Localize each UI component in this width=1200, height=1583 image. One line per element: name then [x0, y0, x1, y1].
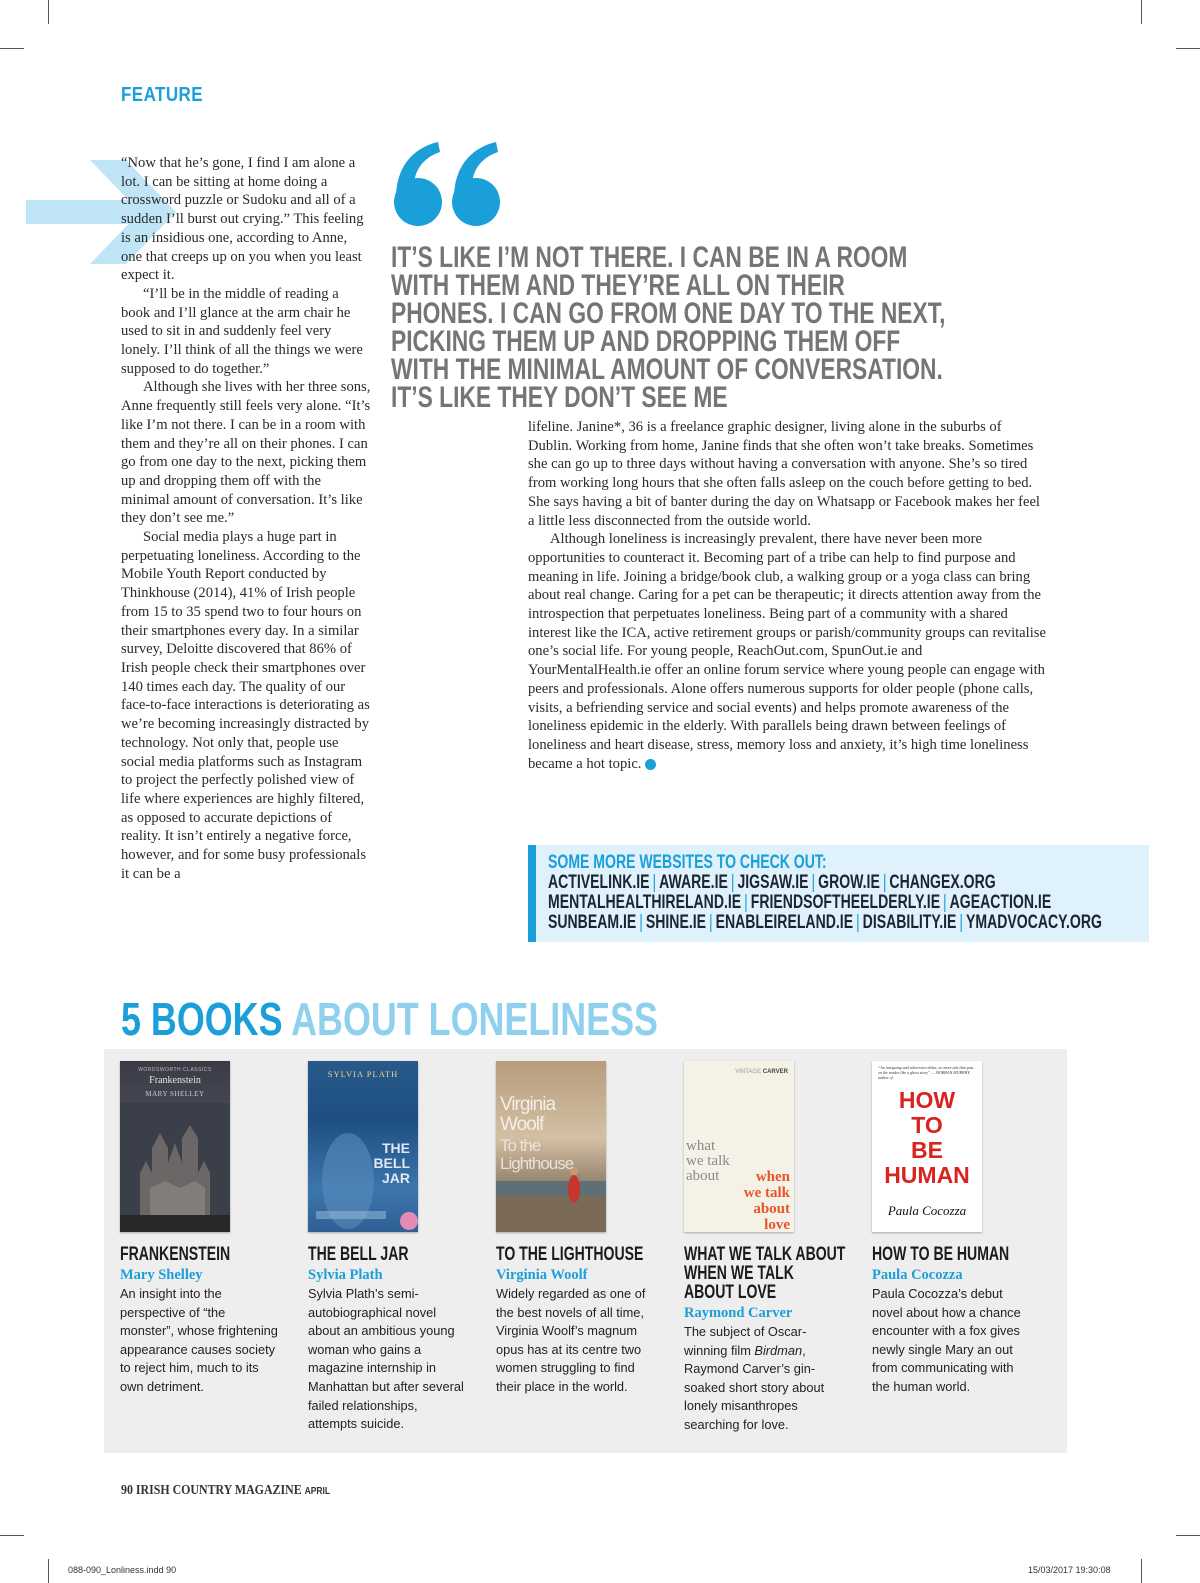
- website-link[interactable]: ACTIVELINK.IE: [548, 872, 650, 893]
- issue-month: APRIL: [304, 1486, 331, 1497]
- separator: |: [856, 912, 860, 933]
- book-title: HOW TO BE HUMAN: [872, 1244, 1010, 1265]
- cover-title-line: BELL: [373, 1155, 410, 1171]
- separator: |: [811, 872, 816, 893]
- paragraph: [528, 530, 1048, 773]
- website-link[interactable]: FRIENDSOFTHEELDERLY.IE: [750, 892, 941, 913]
- crop-mark: [48, 0, 49, 24]
- cover-blurb: “An intriguing and subversive debut, no more tale that puts on the reader like a ghost story” — SIOBHAN MURPHY, author of: [878, 1065, 974, 1080]
- cover-signature: Paula Cocozza: [887, 1203, 967, 1218]
- cover-title-line: JAR: [381, 1170, 410, 1186]
- end-mark-icon: ✪: [645, 759, 656, 770]
- separator: |: [639, 912, 643, 933]
- website-link[interactable]: SUNBEAM.IE: [548, 912, 637, 933]
- castle-illustration: [120, 1103, 230, 1232]
- crop-mark: [0, 1535, 24, 1536]
- book-title: THE BELL JAR: [308, 1244, 409, 1265]
- cover-title-line: THE: [382, 1140, 410, 1156]
- magazine-name: IRISH COUNTRY MAGAZINE: [135, 1483, 302, 1498]
- slug-file: 088-090_Lonliness.indd 90: [68, 1565, 177, 1575]
- desc-text: , Raymond Carver’s gin-soaked short story about lonely misanthropes searching for love.: [684, 1342, 825, 1432]
- cover-word-inner: TO: [911, 1112, 943, 1138]
- book-description: An insight into the perspective of “the monster”, whose frightening appearance causes society to reject him, much to its own detriment.: [120, 1286, 278, 1394]
- cover-author: CARVER: [762, 1069, 788, 1075]
- crop-mark: [1141, 1559, 1142, 1583]
- book-title: TO THE LIGHTHOUSE: [496, 1244, 644, 1265]
- website-link[interactable]: GROW.IE: [818, 872, 880, 893]
- cover-brand: [735, 1069, 788, 1075]
- books-heading-number: 5 BOOKS: [121, 993, 283, 1045]
- body-column-right: [528, 418, 1048, 773]
- separator: |: [652, 872, 657, 893]
- separator: |: [959, 912, 964, 933]
- website-link[interactable]: JIGSAW.IE: [737, 872, 809, 893]
- cover-word: [872, 1114, 982, 1137]
- crop-mark: [48, 1559, 49, 1583]
- websites-title: SOME MORE WEBSITES TO CHECK OUT:: [548, 852, 827, 873]
- book-card: [872, 1061, 1034, 1397]
- websites-line: [548, 873, 1066, 893]
- paragraph: Although she lives with her three sons, Anne frequently still feels very alone. “It’s like I’m not there. I can be in a room with them and they’re all on their phones. I can go from one day to the next, picking them up and dropping them off with the minimal amount of conversation. It’s like they don’t see me.”: [121, 379, 371, 527]
- book-author: Virginia Woolf: [496, 1267, 588, 1283]
- page-footer: [121, 1483, 330, 1499]
- paragraph: “I’ll be in the middle of reading a book and I’ll glance at the arm chair he used to sit in and suddenly feel very lonely. I’ll think of all the things we were supposed to do together.”: [121, 285, 363, 377]
- websites-box: [528, 845, 1149, 942]
- website-link[interactable]: AGEACTION.IE: [949, 892, 1052, 913]
- cover-text-grey: we talk: [686, 1153, 730, 1169]
- websites-line: [548, 912, 1102, 933]
- cover-publisher: VINTAGE: [735, 1069, 762, 1075]
- cover-text-orange: love: [764, 1217, 790, 1232]
- book-author: Raymond Carver: [684, 1305, 793, 1321]
- cover-word: HOW: [898, 1087, 956, 1113]
- separator: |: [708, 912, 713, 933]
- websites-line: [548, 893, 1066, 913]
- website-link[interactable]: ENABLEIRELAND.IE: [715, 912, 854, 933]
- website-link[interactable]: YMADVOCACY.ORG: [965, 912, 1102, 933]
- paragraph: “Now that he’s gone, I find I am alone a lot. I can be sitting at home doing a crossword puzzle or Sudoku and all of a sudden I’ll burst out crying.” This feeling is an insidious one, according to Anne, one that creeps up on you when you least expect it.: [121, 155, 364, 284]
- website-link[interactable]: DISABILITY.IE: [862, 912, 957, 933]
- separator: |: [882, 872, 887, 893]
- websites-content: [548, 852, 1102, 933]
- cover-text-orange: we talk: [743, 1185, 790, 1201]
- cover-text-grey: about: [686, 1168, 720, 1184]
- book-cover: [308, 1061, 418, 1232]
- cover-word: BE: [911, 1137, 943, 1163]
- cover-author-line: Woolf: [500, 1114, 544, 1135]
- book-author: Sylvia Plath: [308, 1267, 383, 1283]
- cover-author: SYLVIA PLATH: [327, 1069, 399, 1079]
- book-cover: [120, 1061, 230, 1232]
- cover-word: HUMAN: [884, 1162, 970, 1188]
- book-description: Sylvia Plath’s semi-autobiographical novel about an ambitious young woman who gains a magazine internship in Manhattan but after several failed relationships, attempts suicide.: [308, 1286, 464, 1432]
- crop-mark: [1141, 0, 1142, 24]
- desc-text: The subject of Oscar-winning film: [684, 1324, 807, 1358]
- books-panel: [104, 1049, 1067, 1453]
- book-description: [684, 1323, 846, 1435]
- website-link[interactable]: SHINE.IE: [645, 912, 707, 933]
- page-number: 90: [121, 1483, 133, 1498]
- website-link[interactable]: CHANGEX.ORG: [889, 872, 996, 893]
- separator: |: [730, 872, 735, 893]
- cover-series: WORDSWORTH CLASSICS: [138, 1067, 212, 1073]
- separator: |: [943, 892, 947, 913]
- quote-mark-icon: [392, 140, 504, 230]
- body-column-left: [121, 154, 371, 883]
- pull-quote-text: IT’S LIKE I’M NOT THERE. I CAN BE IN A ROOM WITH THEM AND THEY’RE ALL ON THEIR PHONES. I CAN GO FROM ONE DAY TO THE NEXT, PICKING THEM UP AND DROPPING THEM OFF WITH THE MINIMAL AMOUNT OF CONVERSATION. IT’S LIKE THEY DON’T SEE ME: [391, 241, 946, 414]
- book-card: [308, 1061, 470, 1434]
- cover-text-orange: about: [753, 1201, 790, 1217]
- book-cover: [684, 1061, 794, 1232]
- paragraph: Social media plays a huge part in perpetuating loneliness. According to the Mobile Youth Report conducted by Thinkhouse (2014), 41% of Irish people from 15 to 35 spend two to four hours on their smartphones every day. In a similar survey, Deloitte discovered that 86% of Irish people check their smartphones over 140 times each day. The quality of our face-to-face interactions is deteriorating as we’re becoming increasingly distracted by technology. Not only that, people use social media platforms such as Instagram to project the perfectly polished view of life where experiences are highly filtered, as opposed to accurate depictions of reality. It isn’t entirely a negative force, however, and for some busy professionals it can be a: [121, 529, 370, 882]
- book-cover: [872, 1061, 982, 1232]
- cover-title-line: Lighthouse: [500, 1154, 574, 1173]
- books-heading-rest: ABOUT LONELINESS: [291, 993, 658, 1045]
- book-card: [120, 1061, 282, 1397]
- books-heading: [121, 993, 658, 1045]
- cover-text-grey: what: [686, 1138, 716, 1154]
- book-author: Paula Cocozza: [872, 1267, 963, 1283]
- book-card: [684, 1061, 846, 1435]
- slug-date: 15/03/2017 19:30:08: [1028, 1565, 1111, 1575]
- section-label: FEATURE: [121, 84, 203, 106]
- book-title: FRANKENSTEIN: [120, 1244, 231, 1265]
- separator: |: [744, 892, 748, 913]
- book-description: Widely regarded as one of the best novels of all time, Virginia Woolf’s magnum opus has at its centre two women struggling to find their place in the world.: [496, 1286, 646, 1394]
- book-description: Paula Cocozza’s debut novel about how a chance encounter with a fox gives newly single Mary an out from communicating with the human world.: [872, 1286, 1021, 1394]
- cover-text-orange: when: [755, 1169, 790, 1185]
- book-card: [496, 1061, 658, 1397]
- cover-author: MARY SHELLEY: [145, 1090, 205, 1098]
- crop-mark: [0, 48, 24, 49]
- paragraph-text: Although loneliness is increasingly prevalent, there have never been more opportunities to counteract it. Becoming part of a tribe can help to find purpose and meaning in life. Joining a bridge/book club, a walking group or a yoga class can bring about real change. Caring for a pet can be therapeutic; it directs attention away from the introspection that perpetuates loneliness. Being part of a community with a shared interest like the ICA, active retirement groups or parish/community groups can revitalise one’s social life. For young people, ReachOut.com, SpunOut.ie and YourMentalHealth.ie offer an online forum service where young people can engage with peers and professionals. Alone offers numerous supports for older people (phone calls, visits, a befriending service and social events) and helps promote awareness of the loneliness epidemic in the elderly. With parallels being drawn between feelings of loneliness and heart disease, stress, memory loss and anxiety, it’s high time loneliness became a hot topic.: [528, 531, 1046, 772]
- book-author: Mary Shelley: [120, 1267, 203, 1283]
- cover-author-line: Virginia: [500, 1094, 556, 1115]
- crop-mark: [1176, 48, 1200, 49]
- paragraph: lifeline. Janine*, 36 is a freelance graphic designer, living alone in the suburbs of Dublin. Working from home, Janine finds that she often won’t take breaks. Sometimes she can go up to three days without having a conversation with anyone. She’s so tired from working long hours that she often falls asleep on the couch before getting to bed. She says having a bit of banter during the day on Whatsapp or Facebook makes her feel a little less disconnected from the outside world.: [528, 419, 1040, 529]
- book-cover: [496, 1061, 606, 1232]
- book-title: WHAT WE TALK ABOUT WHEN WE TALK ABOUT LOVE: [684, 1244, 846, 1303]
- pull-quote: [391, 241, 946, 414]
- cover-title-line: To the: [500, 1136, 541, 1155]
- website-link[interactable]: AWARE.IE: [659, 872, 728, 893]
- website-link[interactable]: MENTALHEALTHIRELAND.IE: [548, 892, 742, 913]
- desc-film-title: Birdman: [754, 1342, 803, 1358]
- crop-mark: [1176, 1535, 1200, 1536]
- cover-title: Frankenstein: [149, 1075, 201, 1086]
